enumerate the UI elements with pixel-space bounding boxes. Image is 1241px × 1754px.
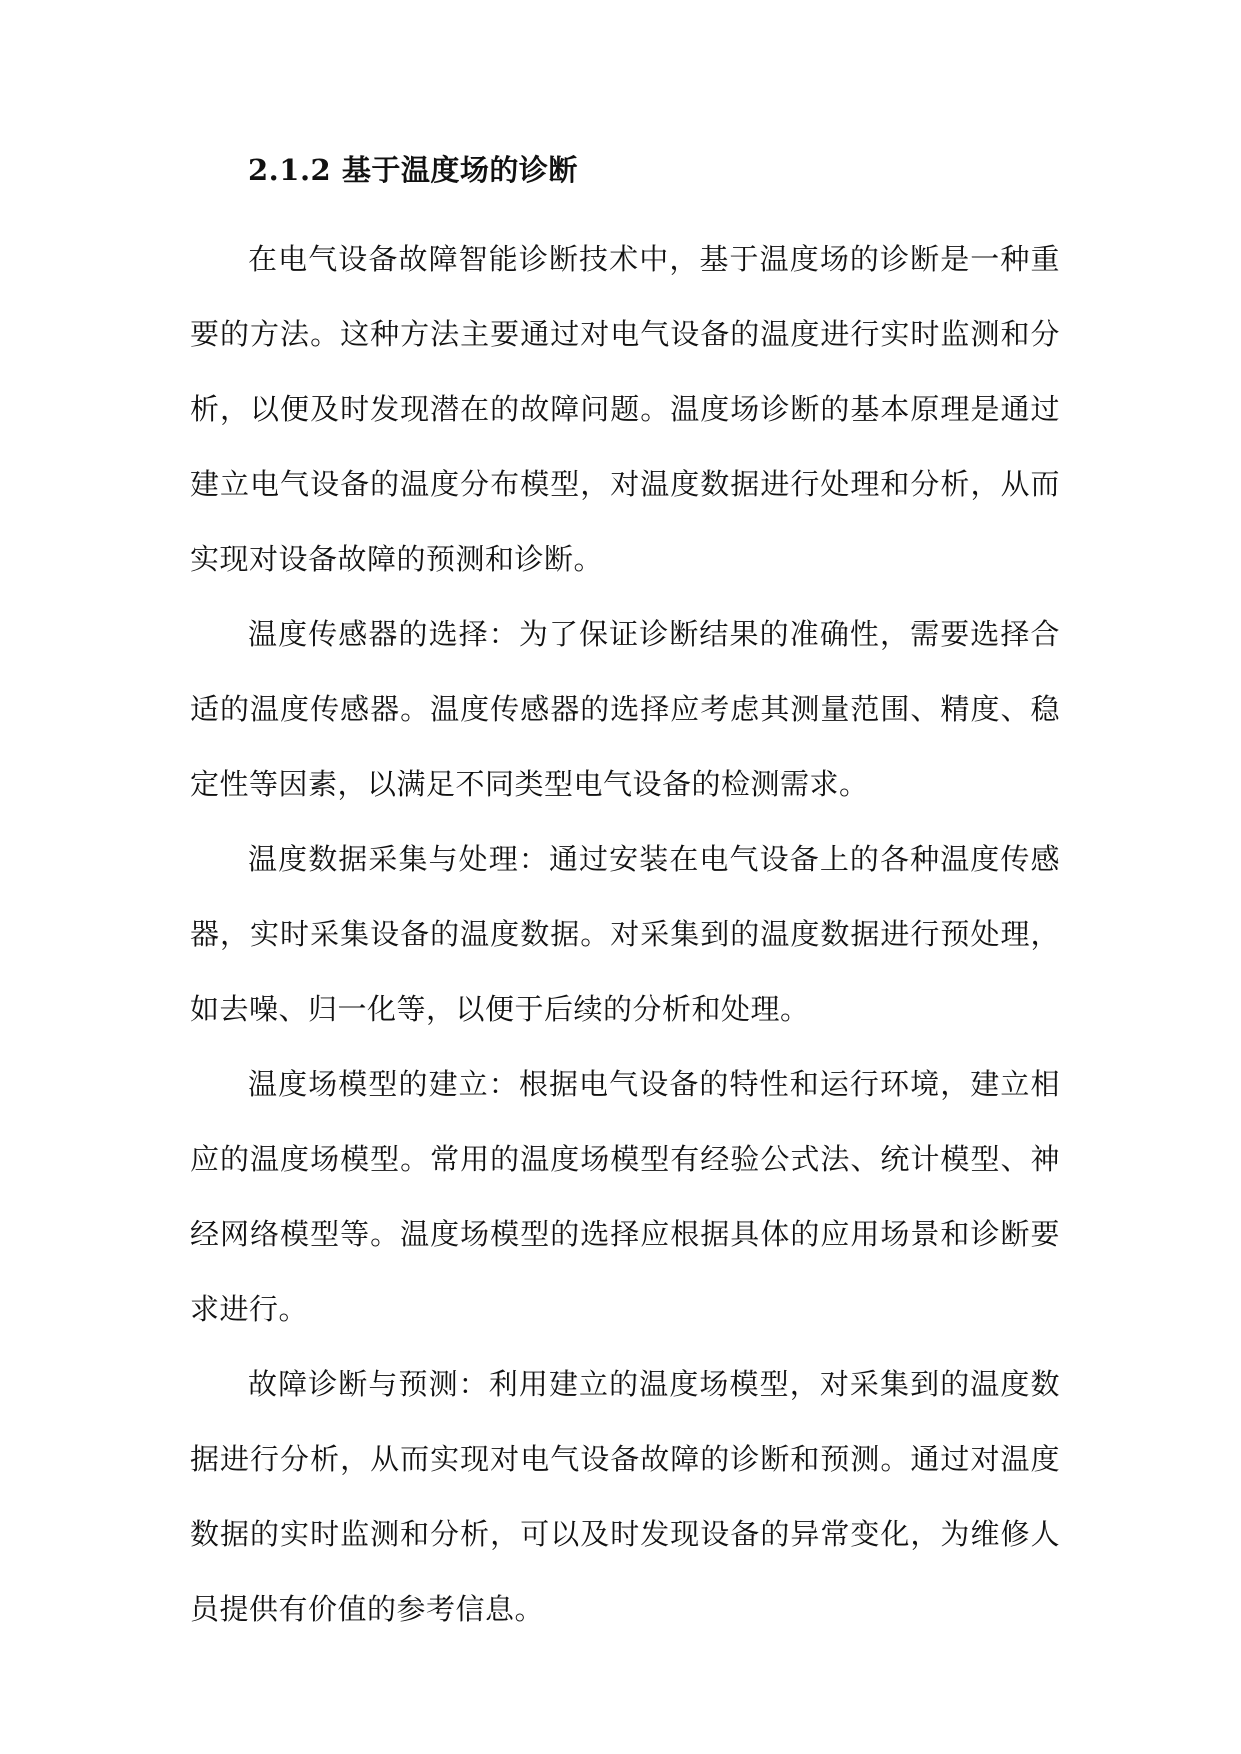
paragraph-fault-diagnosis: 故障诊断与预测：利用建立的温度场模型，对采集到的温度数据进行分析，从而实现对电气设备故障的诊断和预测。通过对温度数据的实时监测和分析，可以及时发现设备的异常变化，为维修人员提供有价值的参考信息。	[190, 1367, 1060, 1626]
paragraph-data-collection: 温度数据采集与处理：通过安装在电气设备上的各种温度传感器，实时采集设备的温度数据。对采集到的温度数据进行预处理，如去噪、归一化等，以便于后续的分析和处理。	[190, 842, 1060, 1026]
paragraph-model-building: 温度场模型的建立：根据电气设备的特性和运行环境，建立相应的温度场模型。常用的温度场模型有经验公式法、统计模型、神经网络模型等。温度场模型的选择应根据具体的应用场景和诊断要求进行。	[190, 1067, 1060, 1326]
section-heading: 2.1.2 基于温度场的诊断	[248, 153, 578, 187]
paragraph-sensor-selection: 温度传感器的选择：为了保证诊断结果的准确性，需要选择合适的温度传感器。温度传感器的选择应考虑其测量范围、精度、稳定性等因素，以满足不同类型电气设备的检测需求。	[190, 617, 1060, 801]
paragraph-intro: 在电气设备故障智能诊断技术中，基于温度场的诊断是一种重要的方法。这种方法主要通过对电气设备的温度进行实时监测和分析，以便及时发现潜在的故障问题。温度场诊断的基本原理是通过建立电气设备的温度分布模型，对温度数据进行处理和分析，从而实现对设备故障的预测和诊断。	[190, 242, 1060, 576]
document-body	[190, 145, 1060, 1647]
